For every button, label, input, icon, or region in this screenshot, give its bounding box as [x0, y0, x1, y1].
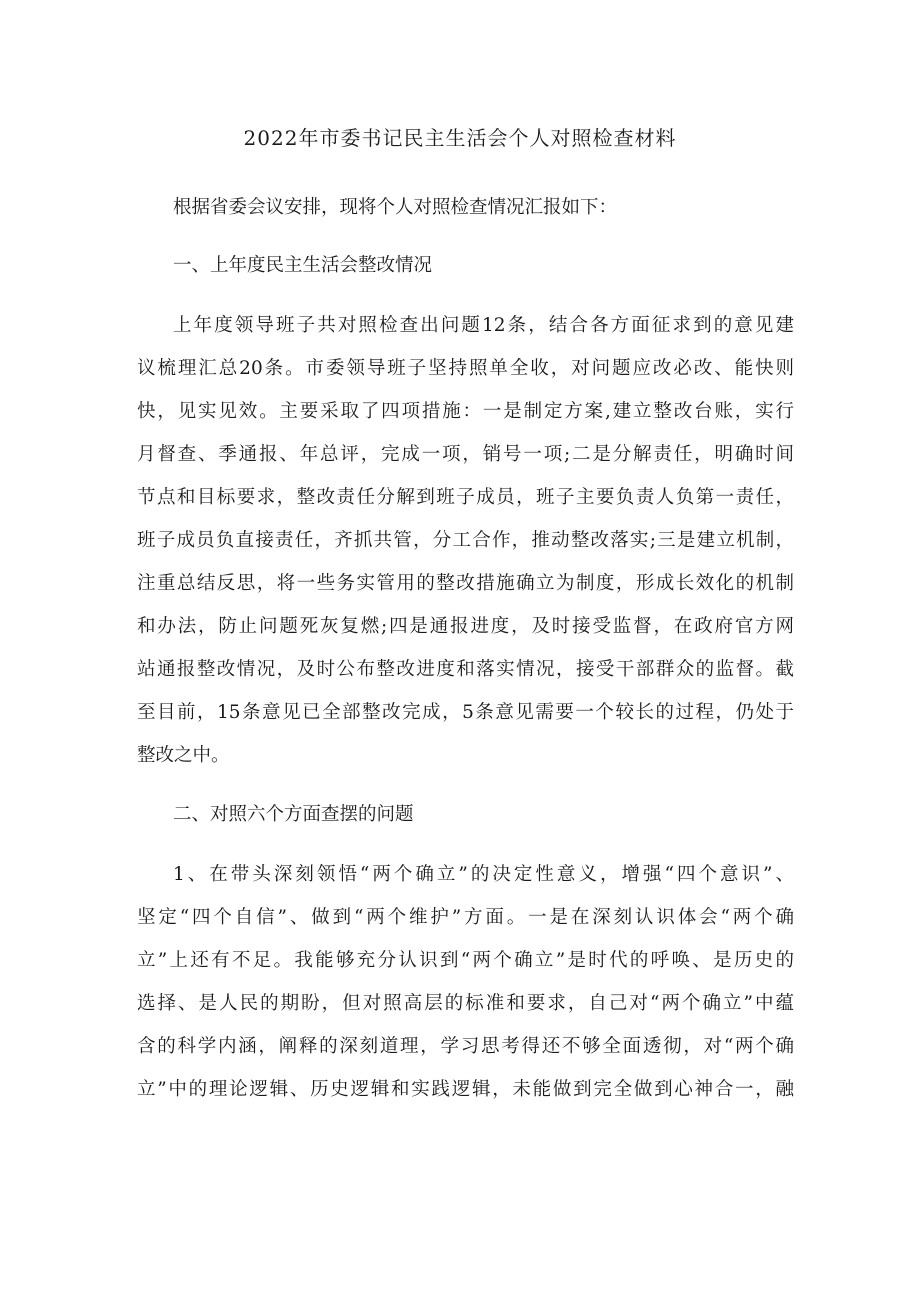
paragraph-line: 和办法，防止问题死灰复燃;四是通报进度，及时接受监督，在政府官方网: [137, 616, 794, 637]
paragraph-line: 站通报整改情况，及时公布整改进度和落实情况，接受干部群众的监督。截: [137, 659, 794, 680]
paragraph-line: 班子成员负直接责任，齐抓共管，分工合作，推动整改落实;三是建立机制，: [137, 530, 794, 551]
document-title: 2022年市委书记民主生活会个人对照检查材料: [243, 126, 677, 150]
paragraph-line: 节点和目标要求，整改责任分解到班子成员，班子主要负责人负第一责任，: [137, 487, 794, 508]
paragraph-line: 立”中的理论逻辑、历史逻辑和实践逻辑，未能做到完全做到心神合一，融: [137, 1079, 794, 1100]
intro-paragraph: 根据省委会议安排，现将个人对照检查情况汇报如下：: [173, 197, 618, 218]
paragraph-line: 整改之中。: [137, 745, 230, 766]
paragraph-line: 选择、是人民的期盼，但对照高层的标准和要求，自己对“两个确立”中蕴: [137, 993, 794, 1014]
paragraph-line: 快，见实见效。主要采取了四项措施：一是制定方案,建立整改台账，实行: [137, 401, 794, 422]
paragraph-line: 议梳理汇总20条。市委领导班子坚持照单全收，对问题应改必改、能快则: [137, 358, 794, 379]
paragraph-line: 至目前，15条意见已全部整改完成，5条意见需要一个较长的过程，仍处于: [137, 702, 794, 723]
paragraph-line: 月督查、季通报、年总评，完成一项，销号一项;二是分解责任，明确时间: [137, 444, 794, 465]
paragraph-line: 注重总结反思，将一些务实管用的整改措施确立为制度，形成长效化的机制: [137, 573, 794, 594]
paragraph-line: 含的科学内涵，阐释的深刻道理，学习思考得还不够全面透彻，对“两个确: [137, 1036, 794, 1057]
paragraph-line: 立”上还有不足。我能够充分认识到“两个确立”是时代的呼唤、是历史的: [137, 950, 794, 971]
section-heading-2: 二、对照六个方面查摆的问题: [173, 804, 414, 825]
paragraph-line: 上年度领导班子共对照检查出问题12条，结合各方面征求到的意见建: [173, 315, 794, 336]
paragraph-line: 1、在带头深刻领悟“两个确立”的决定性意义，增强“四个意识”、: [173, 864, 794, 885]
section-heading-1: 一、上年度民主生活会整改情况: [173, 255, 433, 276]
paragraph-line: 坚定“四个自信”、做到“两个维护”方面。一是在深刻认识体会“两个确: [137, 907, 794, 928]
